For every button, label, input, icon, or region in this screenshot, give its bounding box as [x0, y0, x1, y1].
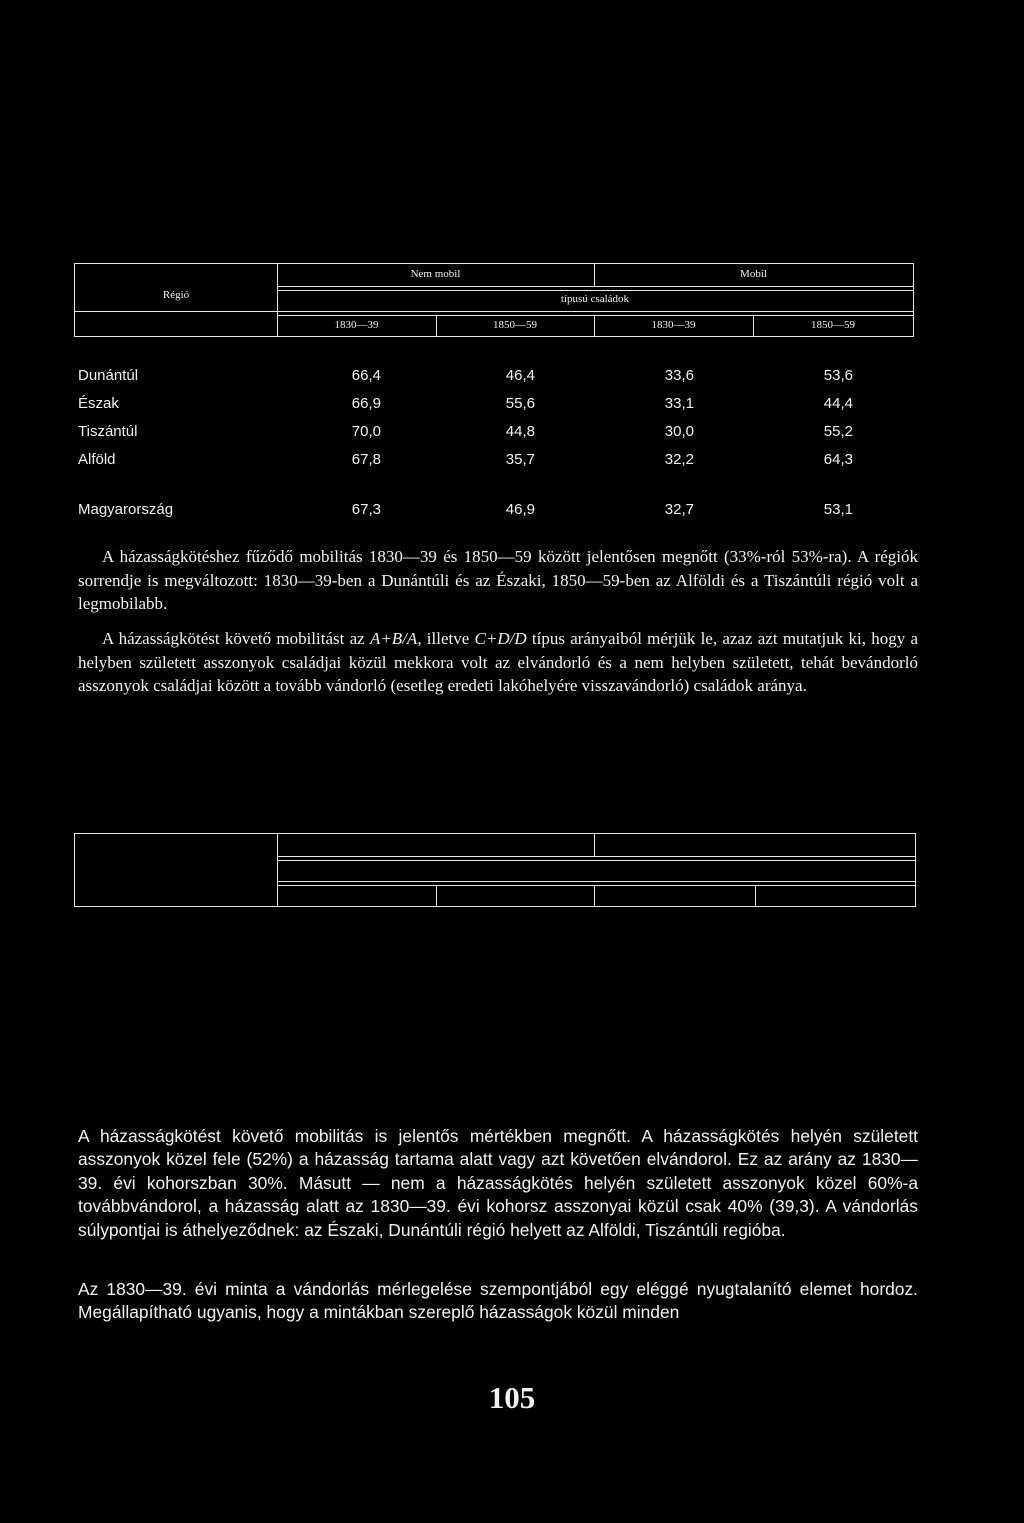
period-header: 1830—39: [334, 319, 379, 331]
table2-frame: [74, 833, 916, 907]
table-row: [78, 395, 878, 417]
cell-value: 44,8: [505, 423, 535, 440]
cell-value: 33,1: [664, 395, 694, 412]
page-number: 105: [488, 1380, 536, 1415]
cell-value: 30,0: [664, 423, 694, 440]
cell-value: 64,3: [823, 451, 853, 468]
cell-value: 67,3: [351, 501, 381, 518]
region-label: Dunántúl: [78, 367, 139, 384]
divider: [277, 881, 915, 882]
cell-value: 55,2: [823, 423, 853, 440]
divider: [75, 311, 913, 312]
formula: A+B/A: [369, 629, 418, 648]
divider: [277, 860, 915, 861]
divider: [277, 885, 915, 886]
cell-value: 55,6: [505, 395, 535, 412]
cell-value: 44,4: [823, 395, 853, 412]
period-header: 1850—59: [493, 319, 537, 331]
paragraph-text: A házasságkötéshez fűződő mobilitás 1830—39 és 1850—59 között jelentősen megnőtt (33%-ról 53%-ra). A régiók sorrendje is megváltozott: 1830—39-ben a Dunántúli és az Északi, 1850—59-ben az Alföldi és a Tiszántúli régió volt a legmobilabb.: [78, 547, 918, 614]
paragraph: [78, 1125, 918, 1242]
table-row: [78, 367, 878, 389]
mobil-header: Mobil: [740, 268, 767, 280]
cell-value: 46,9: [505, 501, 535, 518]
cell-value: 33,6: [664, 367, 694, 384]
cell-value: 66,4: [351, 367, 381, 384]
region-label: Magyarország: [78, 501, 174, 518]
divider: [277, 290, 913, 291]
region-label: Alföld: [78, 451, 116, 468]
divider: [755, 885, 756, 906]
divider: [277, 315, 913, 316]
cell-value: 46,4: [505, 367, 535, 384]
divider: [277, 834, 278, 906]
cell-value: 32,2: [664, 451, 694, 468]
divider: [277, 856, 915, 857]
table1-header: [74, 263, 914, 337]
period-header: 1830—39: [651, 319, 696, 331]
formula: C+D/D: [474, 629, 527, 648]
paragraph-text: típus arányaiból mérjük le, azaz azt mutatjuk ki, hogy a helyben született asszonyok családjai közül mekkora volt az elvándorló és a nem helyben született, tehát bevándorló asszonyok családjai között a tovább vándorló (esetleg eredeti lakóhelyére visszavándorló) családok aránya.: [78, 629, 919, 696]
region-header: Régió: [162, 289, 190, 301]
nem-mobil-header: Nem mobil: [410, 268, 461, 280]
cell-value: 66,9: [351, 395, 381, 412]
divider: [594, 834, 595, 856]
cell-value: 70,0: [351, 423, 381, 440]
region-label: Észak: [78, 395, 119, 412]
paragraph: [78, 545, 918, 616]
region-label: Tiszántúl: [78, 423, 138, 440]
divider: [436, 885, 437, 906]
table-row: [78, 423, 878, 445]
cell-value: 32,7: [664, 501, 694, 518]
cell-value: 35,7: [505, 451, 535, 468]
cell-value: 53,6: [823, 367, 853, 384]
paragraph: [78, 627, 918, 698]
paragraph-text: A házasságkötést követő mobilitást az: [102, 629, 370, 648]
divider: [277, 286, 913, 287]
divider: [594, 885, 595, 906]
paragraph: [78, 1278, 918, 1325]
period-header: 1850—59: [811, 319, 855, 331]
paragraph-text: Az 1830—39. évi minta a vándorlás mérlegelése szempontjából egy eléggé nyugtalanító elemet hordoz. Megállapítható ugyanis, hogy a mintákban szereplő házasságok közül minden: [78, 1279, 918, 1323]
family-type-header: típusú családok: [560, 293, 630, 305]
cell-value: 67,8: [351, 451, 381, 468]
table-total-row: [78, 501, 878, 523]
table-row: [78, 451, 878, 473]
paragraph-text: A házasságkötést követő mobilitás is jelentős mértékben megnőtt. A házasságkötés helyén született asszonyok közel fele (52%) a házasság tartama alatt vagy azt követően elvándorol. Ez az arány az 1830—39. évi kohorszban 30%. Másutt — nem a házasságkötés helyén született asszonyok közel 60%-a továbbvándorol, a házasság alatt az 1830—39. évi kohorsz asszonyai közül csak 40% (39,3). A vándorlás súlypontjai is áthelyeződnek: az Északi, Dunántúli régió helyett az Alföldi, Tiszántúli regióba.: [78, 1126, 918, 1240]
cell-value: 53,1: [823, 501, 853, 518]
paragraph-text: , illetve: [417, 629, 475, 648]
